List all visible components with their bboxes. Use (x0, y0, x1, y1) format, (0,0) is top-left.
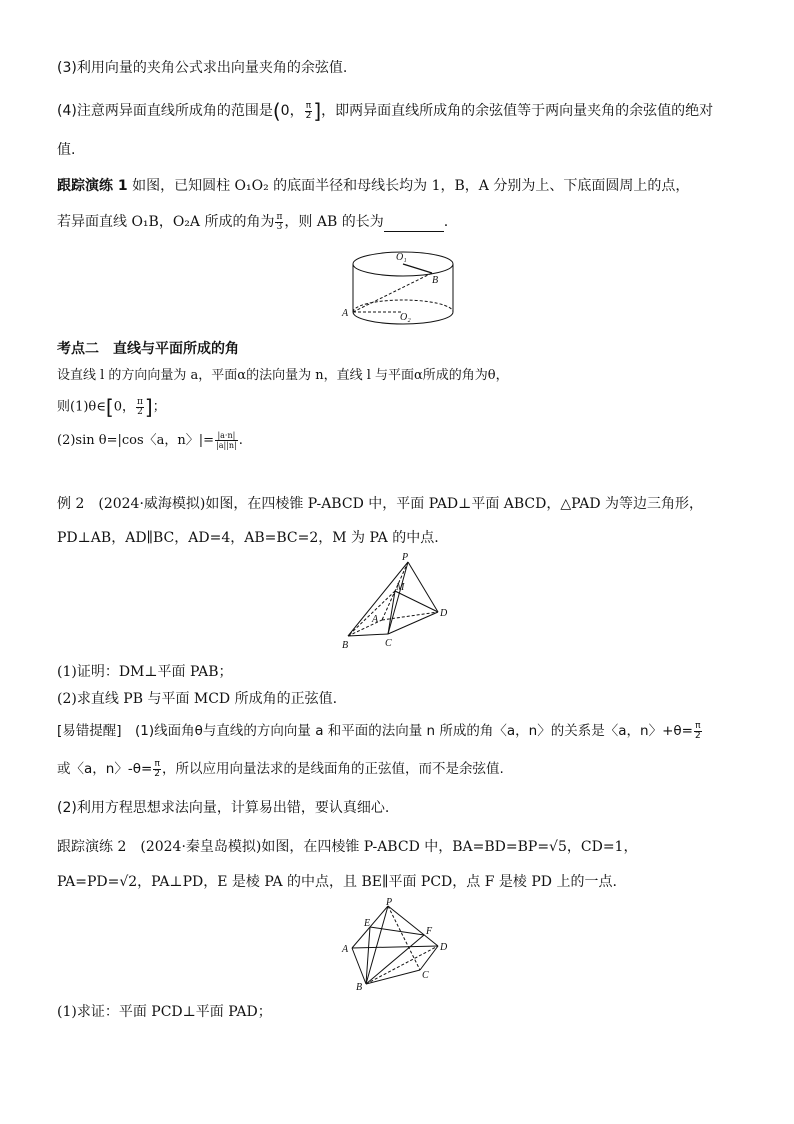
note-item-4-text-b: ，即两异面直线所成角的余弦值等于两向量夹角的余弦值的绝对 (321, 103, 714, 119)
section-2-line-3 (57, 431, 243, 451)
pi-over-2-fraction: $\frac{\pi}{2}$ (694, 720, 701, 741)
example-2-line-2: PD⊥AB，AD∥BC，AD=4，AB=BC=2，M 为 PA 的中点. (57, 530, 439, 546)
right-bracket: ] (144, 395, 153, 419)
practice-2-line-2: PA=PD=√2，PA⊥PD，E 是棱 PA 的中点，且 BE∥平面 PCD，点 F 是棱 PD 上的一点. (57, 874, 617, 890)
section-2-line-2-end: ； (152, 399, 166, 415)
pi-over-2-fraction: $\frac{\pi}{2}$ (136, 396, 143, 417)
note-item-4 (57, 101, 713, 121)
label-o2: O₂ (400, 312, 411, 323)
edge-ab (352, 948, 366, 984)
segment-ab (353, 273, 432, 312)
practice-1-line-2 (57, 212, 448, 232)
label-e: E (364, 918, 371, 929)
tips-line-2-text-b: ，所以应用向量法求的是线面角的正弦值，而不是余弦值. (162, 761, 504, 777)
label-a: A (342, 308, 349, 319)
edge-pc (388, 562, 408, 634)
label-c: C (385, 638, 392, 649)
practice-1-line-1 (57, 176, 689, 196)
label-p: P (386, 897, 393, 908)
answer-blank (384, 217, 444, 232)
label-c: C (422, 970, 429, 981)
practice-2-line-1: 跟踪演练 2 (2024·秦皇岛模拟)如图，在四棱锥 P-ABCD 中，BA=BD=BP=√5，CD=1， (57, 839, 638, 855)
section-2-line-2-text: 则(1)θ∈ (57, 399, 106, 415)
practice-1-text-2b: ，则 AB 的长为 (284, 214, 384, 230)
dot-product-fraction: $\frac{|a\cdot n|}{|a||n|}$ (216, 431, 237, 450)
pi-over-2-fraction: $\frac{\pi}{2}$ (305, 100, 312, 121)
example-2-line-1: 例 2 (2024·威海模拟)如图，在四棱锥 P-ABCD 中，平面 PAD⊥平面 ABCD，△PAD 为等边三角形， (57, 496, 704, 512)
left-bracket: [ (105, 395, 114, 419)
edge-ad (352, 946, 438, 948)
section-2-line-3-end: . (238, 433, 243, 448)
practice-2-question-1: (1)求证：平面 PCD⊥平面 PAD； (57, 1004, 272, 1020)
label-f: F (426, 926, 433, 937)
example-2-question-2: (2)求直线 PB 与平面 MCD 所成角的正弦值. (57, 691, 338, 707)
section-2-line-3-text: (2)sin θ=|cos〈a，n〉|= (57, 433, 215, 448)
pyramid-figure-2 (340, 896, 454, 992)
label-d: D (440, 608, 448, 619)
tips-line-1 (57, 721, 703, 741)
note-item-4-text-a: (4)注意两异面直线所成角的范围是 (57, 103, 273, 119)
label-b: B (356, 982, 363, 992)
segment-o1b (403, 264, 432, 273)
right-bracket: ] (313, 99, 322, 123)
section-2-title: 考点二 直线与平面所成的角 (57, 341, 239, 357)
cylinder-figure (340, 244, 465, 326)
edge-bc (348, 634, 388, 636)
practice-1-text-1: 如图，已知圆柱 O₁O₂ 的底面半径和母线长均为 1，B，A 分别为上、下底面圆周上的点， (132, 178, 690, 194)
left-bracket: ( (272, 99, 281, 123)
label-a: A (342, 944, 349, 955)
tips-line-3: (2)利用方程思想求法向量，计算易出错，要认真细心. (57, 800, 390, 816)
tips-line-1-text: [易错提醒] (1)线面角θ与直线的方向向量 a 和平面的法向量 n 所成的角〈a，n〉的关系是〈a，n〉+θ= (57, 723, 693, 739)
edge-cd (420, 946, 438, 970)
practice-1-text-2a: 若异面直线 O₁B，O₂A 所成的角为 (57, 214, 275, 230)
label-a: A (372, 614, 379, 625)
range-start: 0， (113, 399, 135, 415)
section-2-line-1: 设直线 l 的方向向量为 a，平面α的法向量为 n，直线 l 与平面α所成的角为θ， (57, 368, 509, 383)
range-start: 0， (280, 103, 304, 119)
pi-over-2-fraction: $\frac{\pi}{2}$ (154, 758, 161, 779)
tips-line-2 (57, 759, 504, 779)
pi-over-3-fraction: $\frac{\pi}{3}$ (276, 211, 283, 232)
note-item-4-cont: 值. (57, 142, 76, 158)
note-item-3: (3)利用向量的夹角公式求出向量夹角的余弦值. (57, 60, 348, 76)
label-d: D (440, 942, 448, 953)
label-o1: O₁ (396, 252, 407, 263)
practice-1-period: . (443, 214, 449, 230)
label-p: P (402, 552, 409, 563)
practice-1-label: 跟踪演练 1 (57, 178, 128, 194)
label-b: B (342, 640, 349, 651)
section-2-line-2 (57, 397, 166, 418)
pyramid-figure-1 (336, 550, 456, 652)
edge-pc (388, 906, 420, 970)
label-b: B (432, 275, 439, 286)
tips-line-2-text-a: 或〈a，n〉-θ= (57, 761, 153, 777)
bottom-base-back (353, 300, 453, 312)
label-m: M (396, 582, 405, 593)
example-2-question-1: (1)证明：DM⊥平面 PAB； (57, 664, 233, 680)
